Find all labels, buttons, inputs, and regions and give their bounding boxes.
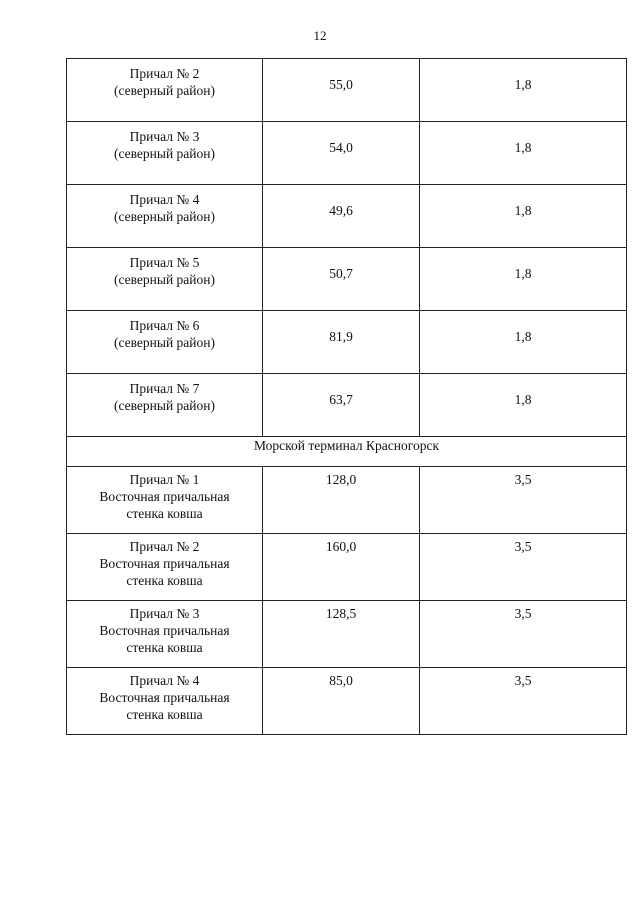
berth-depth: 1,8 (420, 374, 627, 437)
table-row (67, 668, 627, 735)
section-header-row (67, 437, 627, 467)
berth-name-cell (67, 534, 263, 601)
table-row (67, 601, 627, 668)
berth-name-cell (67, 374, 263, 437)
berth-name-cell (67, 467, 263, 534)
berth-name: Причал № 4 (129, 192, 200, 207)
table-row (67, 248, 627, 311)
berth-length: 49,6 (263, 185, 420, 248)
berth-length: 81,9 (263, 311, 420, 374)
berth-location: Восточная причальная (99, 690, 230, 705)
berth-depth: 3,5 (420, 668, 627, 735)
berth-district: (северный район) (113, 335, 215, 350)
berth-name-cell (67, 248, 263, 311)
berth-length: 63,7 (263, 374, 420, 437)
berth-name-cell (67, 311, 263, 374)
berth-name: Причал № 4 (129, 673, 200, 688)
berth-name-cell (67, 185, 263, 248)
berth-depth: 1,8 (420, 248, 627, 311)
page-number: 12 (313, 28, 327, 43)
berths-table (66, 58, 627, 735)
berth-district: (северный район) (113, 146, 215, 161)
table-row (67, 122, 627, 185)
berth-depth: 3,5 (420, 534, 627, 601)
berth-length: 55,0 (263, 59, 420, 122)
berth-depth: 1,8 (420, 185, 627, 248)
berth-location: Восточная причальная (99, 623, 230, 638)
table-row (67, 467, 627, 534)
berth-name: Причал № 5 (129, 255, 200, 270)
berth-name: Причал № 7 (129, 381, 200, 396)
berth-length: 50,7 (263, 248, 420, 311)
berth-name-cell (67, 59, 263, 122)
berth-name-cell (67, 122, 263, 185)
berth-name: Причал № 3 (129, 129, 200, 144)
section-title: Морской терминал Красногорск (67, 437, 627, 467)
berth-name: Причал № 1 (129, 472, 200, 487)
berth-name: Причал № 2 (129, 539, 200, 554)
berth-name-cell (67, 601, 263, 668)
berth-location: Восточная причальная (99, 489, 230, 504)
berth-district: (северный район) (113, 398, 215, 413)
berth-district: (северный район) (113, 209, 215, 224)
berth-location: Восточная причальная (99, 556, 230, 571)
table-row (67, 311, 627, 374)
berth-length: 54,0 (263, 122, 420, 185)
berth-name: Причал № 2 (129, 66, 200, 81)
berth-depth: 1,8 (420, 311, 627, 374)
table-row (67, 59, 627, 122)
berth-length: 128,0 (263, 467, 420, 534)
berth-depth: 1,8 (420, 59, 627, 122)
table-row (67, 534, 627, 601)
berth-district: (северный район) (113, 83, 215, 98)
berth-depth: 3,5 (420, 601, 627, 668)
berth-location-detail: стенка ковша (126, 506, 203, 521)
berth-name: Причал № 6 (129, 318, 200, 333)
berth-depth: 1,8 (420, 122, 627, 185)
berth-location-detail: стенка ковша (126, 573, 203, 588)
berth-location-detail: стенка ковша (126, 640, 203, 655)
table-row (67, 374, 627, 437)
berth-location-detail: стенка ковша (126, 707, 203, 722)
berth-name-cell (67, 668, 263, 735)
berth-length: 160,0 (263, 534, 420, 601)
berth-district: (северный район) (113, 272, 215, 287)
berth-depth: 3,5 (420, 467, 627, 534)
berth-length: 85,0 (263, 668, 420, 735)
table-row (67, 185, 627, 248)
berth-length: 128,5 (263, 601, 420, 668)
berth-name: Причал № 3 (129, 606, 200, 621)
